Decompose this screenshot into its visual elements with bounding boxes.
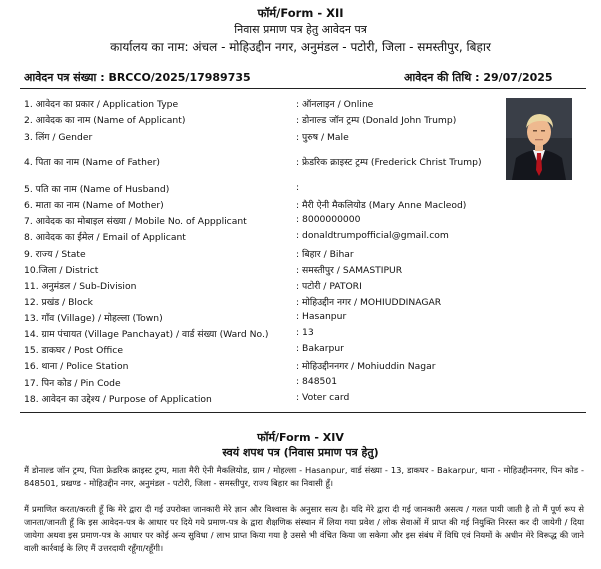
field-value: : donaldtrumpofficial@gmail.com <box>296 230 449 241</box>
field-row <box>24 198 504 212</box>
field-value: : डोनाल्ड जॉन ट्रम्प (Donald John Trump) <box>296 115 457 126</box>
field-label: 12. प्रखंड / Block <box>24 297 93 308</box>
field-row <box>24 263 504 277</box>
affidavit-paragraph: मैं डोनाल्ड जॉन ट्रम्प, पिता फ्रेडरिक क्राइस्ट ट्रम्प, माता मैरी ऐनी मैकलियोड, ग्राम / मोहल्ला - Hasanpur, वार्ड संख्या - 13, डाकघर - Bakarpur, थाना - मोहिउद्दीननगर, पिन कोड - 848501, प्रखण्ड - मोहिउद्दीन नगर, अनुमंडल - पटोरी, जिला - समस्तीपुर, राज्य बिहार का निवासी हूँ। <box>24 465 584 488</box>
affidavit-title: स्वयं शपथ पत्र (निवास प्रमाण पत्र हेतु) <box>222 446 379 459</box>
field-value: : 8000000000 <box>296 214 361 225</box>
field-row <box>24 359 504 373</box>
affidavit-declaration: मैं प्रमाणित करता/करती हूँ कि मेरे द्वारा दी गई उपरोक्त जानकारी मेरे ज्ञान और विश्वास के अनुसार सत्य है। यदि मेरे द्वारा दी गई जानकारी असत्य / गलत पायी जाती है तो मैं पूर्ण रूप से जानता/जानती हूँ कि इस आवेदन-पत्र के आधार पर दिये गये प्रमाण-पत्र के द्वारा शैक्षणिक संस्थान में लिया गया प्रवेश / लोक सेवाओं में प्राप्त की गई नियुक्ति निरस्त कर दी जायेगी / दिया जायेगा अथवा इस प्रमाण-पत्र के आधार पर कोई अन्य सुविधा / लाभ प्राप्त किया गया है उससे भी वंचित किया जा सकेगा और इस संबंध में विधि एवं नियमों के अधीन मेरे विरूद्ध की जाने वाली कार्रवाई के लिए मैं उत्तरदायी रहूँगा/रहूँगी। <box>24 504 584 553</box>
field-label: 14. ग्राम पंचायत (Village Panchayat) / वार्ड संख्या (Ward No.) <box>24 329 269 340</box>
application-date: आवेदन की तिथि : 29/07/2025 <box>404 71 553 84</box>
office-name: कार्यालय का नाम: अंचल - मोहिउद्दीन नगर, अनुमंडल - पटोरी, जिला - समस्तीपुर, बिहार <box>110 40 491 54</box>
field-row <box>24 247 504 261</box>
form-number-heading: फॉर्म/Form - XII <box>257 6 344 20</box>
field-value: : 848501 <box>296 376 338 387</box>
field-label: 16. थाना / Police Station <box>24 361 129 372</box>
field-value: : मैरी ऐनी मैकलियोड (Mary Anne Macleod) <box>296 200 467 211</box>
field-label: 11. अनुमंडल / Sub-Division <box>24 281 137 292</box>
field-value: : ऑनलाइन / Online <box>296 99 374 110</box>
field-label: 2. आवेदक का नाम (Name of Applicant) <box>24 115 186 126</box>
field-row <box>24 155 504 169</box>
field-value: : Bakarpur <box>296 343 344 354</box>
field-label: 8. आवेदक का ईमेल / Email of Applicant <box>24 232 186 243</box>
field-row <box>24 214 504 228</box>
field-row <box>24 113 504 127</box>
divider <box>20 412 586 413</box>
field-value: : फ्रेडरिक क्राइस्ट ट्रम्प (Frederick Christ Trump) <box>296 157 482 168</box>
field-label: 10.जिला / District <box>24 265 99 276</box>
field-row <box>24 230 504 244</box>
field-value: : <box>296 182 300 193</box>
application-number: आवेदन पत्र संख्या : BRCCO/2025/17989735 <box>24 71 251 84</box>
field-row <box>24 182 504 196</box>
field-row <box>24 376 504 390</box>
field-label: 7. आवेदक का मोबाइल संख्या / Mobile No. of Appplicant <box>24 216 247 227</box>
field-value: : मोहिउद्दीननगर / Mohiuddin Nagar <box>296 361 436 372</box>
field-label: 18. आवेदन का उद्देश्य / Purpose of Application <box>24 394 212 405</box>
field-label: 1. आवेदन का प्रकार / Application Type <box>24 99 179 110</box>
field-row <box>24 343 504 357</box>
field-row <box>24 311 504 325</box>
field-value: : Hasanpur <box>296 311 347 322</box>
divider <box>20 88 586 89</box>
field-value: : पुरुष / Male <box>296 132 349 143</box>
field-label: 6. माता का नाम (Name of Mother) <box>24 200 164 211</box>
field-value: : 13 <box>296 327 314 338</box>
field-label: 13. गाँव (Village) / मोहल्ला (Town) <box>24 313 163 324</box>
field-label: 17. पिन कोड / Pin Code <box>24 378 121 389</box>
field-row <box>24 279 504 293</box>
field-row <box>24 392 504 406</box>
field-value: : पटोरी / PATORI <box>296 281 362 292</box>
field-label: 5. पति का नाम (Name of Husband) <box>24 184 170 195</box>
field-value: : बिहार / Bihar <box>296 249 354 260</box>
field-row <box>24 97 504 111</box>
field-label: 4. पिता का नाम (Name of Father) <box>24 157 160 168</box>
field-label: 3. लिंग / Gender <box>24 132 93 143</box>
field-value: : मोहिउद्दीन नगर / MOHIUDDINAGAR <box>296 297 442 308</box>
field-row <box>24 130 504 144</box>
field-value: : समस्तीपुर / SAMASTIPUR <box>296 265 403 276</box>
field-label: 9. राज्य / State <box>24 249 86 260</box>
form-subtitle: निवास प्रमाण पत्र हेतु आवेदन पत्र <box>234 23 367 36</box>
affidavit-form-number: फॉर्म/Form - XIV <box>257 431 344 444</box>
field-value: : Voter card <box>296 392 350 403</box>
field-row <box>24 327 504 341</box>
field-row <box>24 295 504 309</box>
field-label: 15. डाकघर / Post Office <box>24 345 123 356</box>
applicant-photo <box>506 98 572 180</box>
